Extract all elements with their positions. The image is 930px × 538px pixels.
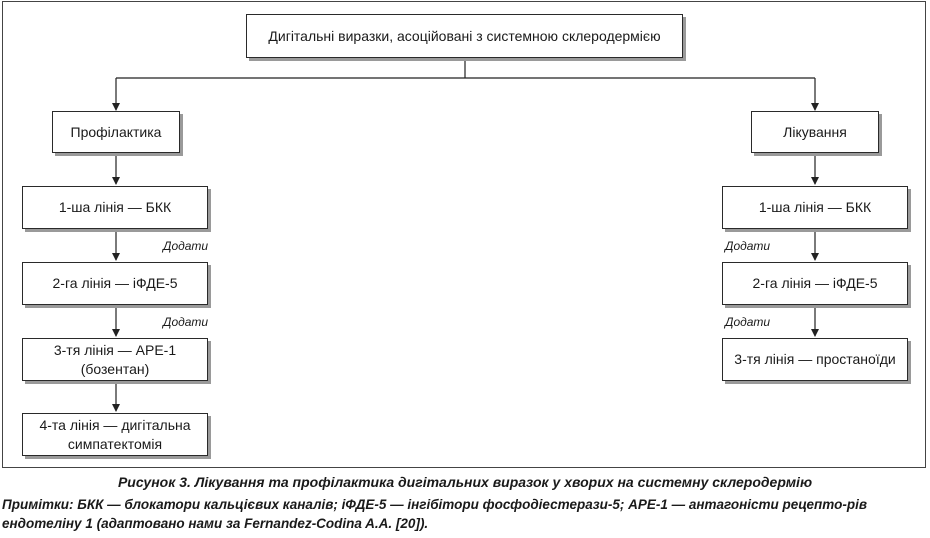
treatment-box — [751, 111, 879, 153]
root-box — [246, 14, 683, 58]
left-add-label-1: Додати — [163, 239, 209, 253]
left-step-1-label: 1-ша лінія — БКК — [58, 199, 172, 215]
left-step-1 — [22, 186, 208, 229]
prevention-label: Профілактика — [70, 123, 162, 140]
figure-caption: Рисунок 3. Лікування та профілактика дигітальних виразок у хворих на системну склеродермію — [117, 474, 813, 490]
left-step-4 — [22, 413, 208, 456]
figure-note: Примітки: БКК — блокатори кальцієвих каналів; іФДЕ-5 — інгібітори фосфодіестерази-5; АРЕ-1 — антагоністи рецепто-рів ендотеліну 1 (адаптовано нами за Fernandez-Codina A.A. [20]). — [2, 497, 867, 531]
right-step-1-label: 1-ша лінія — БКК — [758, 199, 872, 215]
prevention-box — [52, 111, 180, 153]
left-step-2-label: 2-га лінія — іФДЕ-5 — [52, 275, 178, 291]
right-add-label-1: Додати — [725, 239, 771, 253]
root-label: Дигітальні виразки, асоційовані з системною склеродермією — [268, 27, 661, 44]
left-step-4-label: 4-та лінія — дигітальна симпатектомія — [39, 416, 191, 452]
right-add-label-2: Додати — [725, 315, 771, 329]
right-step-2-label: 2-га лінія — іФДЕ-5 — [752, 275, 878, 291]
right-step-2 — [722, 262, 908, 305]
right-step-3 — [722, 338, 908, 381]
treatment-label: Лікування — [783, 123, 847, 140]
left-step-3-label: 3-тя лінія — АРЕ-1 (бозентан) — [53, 341, 177, 377]
left-step-2 — [22, 262, 208, 305]
left-add-label-2: Додати — [163, 315, 209, 329]
right-step-3-label: 3-тя лінія — простаноїди — [734, 351, 896, 367]
left-step-3 — [22, 338, 208, 381]
right-step-1 — [722, 186, 908, 229]
